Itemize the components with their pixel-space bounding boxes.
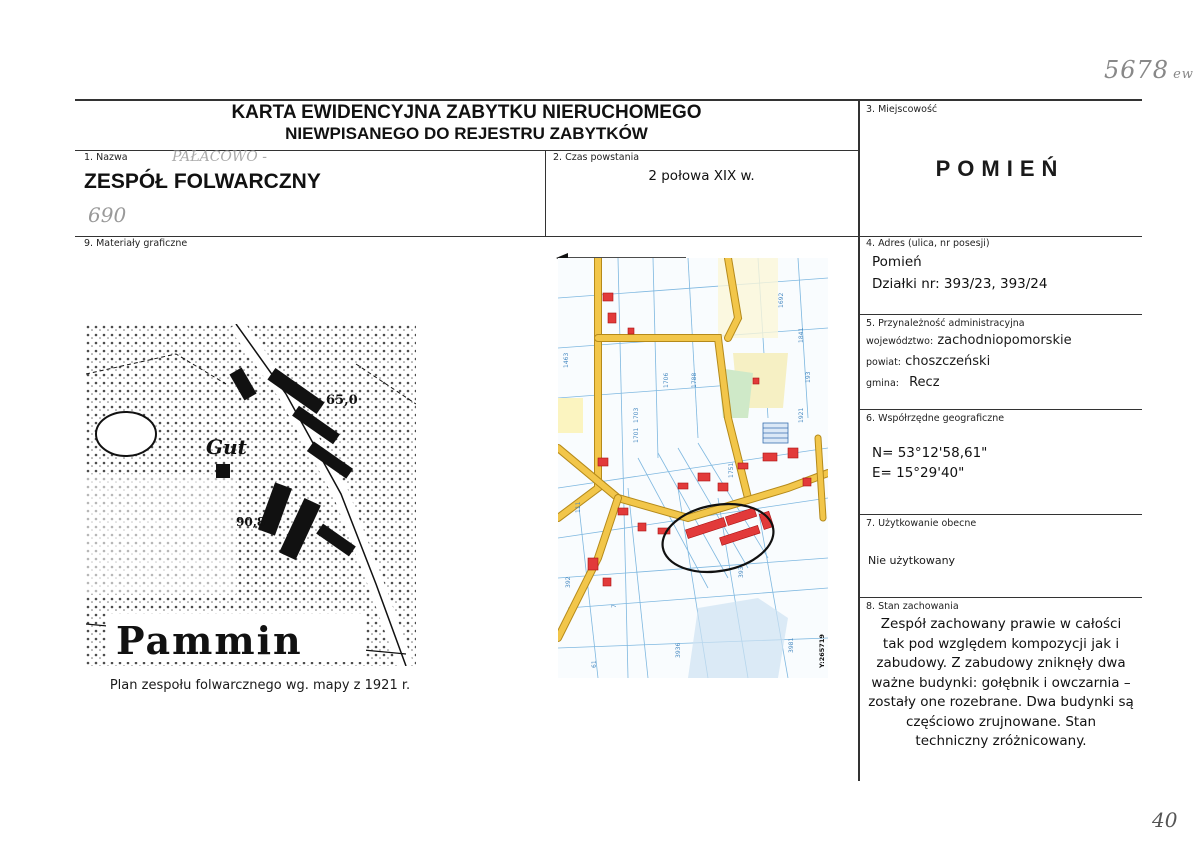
parcel-number: 1463 (563, 352, 570, 368)
pammin-label: Pammin (116, 618, 303, 663)
card-title-line1: KARTA EWIDENCYJNA ZABYTKU NIERUCHOMEGO (231, 102, 702, 123)
parcel-number: 1692 (778, 292, 785, 308)
powiat-row (866, 354, 990, 369)
elevation-label-2: 90,8 (236, 515, 266, 529)
right-line-7 (858, 597, 1142, 598)
powiat-value: choszczeński (905, 354, 991, 369)
przynaleznosc-label: 5. Przynależność administracyjna (866, 318, 1025, 329)
wspolrzedne-label: 6. Współrzędne geograficzne (866, 413, 1005, 424)
parcel-number: 1841 (798, 327, 805, 343)
stan-label: 8. Stan zachowania (866, 601, 959, 612)
elevation-label: 65,0 (326, 393, 358, 408)
wojewodztwo-value: zachodniopomorskie (937, 333, 1072, 348)
cadastral-map-drawing (558, 258, 828, 678)
gut-label: Gut (206, 435, 247, 459)
czas-label: 2. Czas powstania (553, 152, 640, 163)
historic-map-1921 (86, 324, 416, 666)
historic-map-caption: Plan zespołu folwarcznego wg. mapy z 1921 r. (109, 678, 411, 693)
handwritten-ref-number: 5678 ew (1104, 56, 1194, 84)
handwritten-page-number: 40 (1152, 808, 1178, 832)
miejscowosc-value: POMIEŃ (935, 156, 1065, 181)
adres-label: 4. Adres (ulica, nr posesji) (866, 238, 990, 249)
cadastral-map (558, 258, 828, 678)
top-border (75, 99, 1142, 101)
name-row-bottom-line (75, 236, 858, 237)
handwritten-name-prefix: PAŁACOWO - (172, 149, 267, 165)
gmina-row (866, 375, 940, 390)
parcel-number: 3936 (675, 642, 682, 658)
parcel-number: 1706 (663, 372, 670, 388)
parcel-number: 1701 (633, 427, 640, 443)
parcel-number: 392 (565, 576, 572, 588)
adres-line2: Działki nr: 393/23, 393/24 (872, 276, 1048, 292)
nazwa-label: 1. Nazwa (84, 152, 128, 163)
right-line-3 (858, 236, 1142, 237)
parcel-number: 1788 (691, 372, 698, 388)
parcel-number: 111 (575, 501, 582, 513)
nazwa-value: ZESPÓŁ FOLWARCZNY (84, 170, 321, 193)
powiat-key: powiat: (866, 357, 901, 368)
parcel-number: 7 (611, 604, 618, 608)
wojewodztwo-row (866, 333, 1072, 348)
adres-line1: Pomień (872, 254, 922, 270)
handwritten-card-number: 690 (88, 203, 127, 227)
wspolrzedne-e: E= 15°29'40" (872, 465, 965, 481)
stan-value: Zespół zachowany prawie w całości tak pod względem kompozycji jak i zabudowy. Z zabudowy zniknęły dwa ważne budynki: gołębnik i owczarnia – zostały one rozebrane. Dwa budynki są częściowo zrujnowane. Stan techniczny zróżnicowany. (868, 616, 1134, 749)
uzytkowanie-label: 7. Użytkowanie obecne (866, 518, 977, 529)
materialy-label: 9. Materiały graficzne (84, 238, 188, 249)
name-time-divider (545, 150, 546, 236)
right-line-4 (858, 314, 1142, 315)
parcel-number: 193 (805, 371, 812, 383)
historic-map-drawing (86, 324, 416, 666)
parcel-number: 1921 (798, 407, 805, 423)
wojewodztwo-key: województwo: (866, 336, 934, 347)
right-line-6 (858, 514, 1142, 515)
parcel-number: 1703 (633, 407, 640, 423)
gmina-key: gmina: (866, 378, 899, 389)
parcel-number: 61 (591, 660, 598, 668)
uzytkowanie-value: Nie użytkowany (868, 554, 956, 567)
gmina-value: Recz (909, 375, 940, 390)
parcel-number: 1751 (728, 462, 735, 478)
czas-value: 2 połowa XIX w. (648, 168, 755, 184)
wspolrzedne-n: N= 53°12'58,61" (872, 445, 988, 461)
parcel-number: 393 (738, 566, 745, 578)
miejscowosc-label: 3. Miejscowość (866, 104, 938, 115)
left-column-divider (858, 99, 860, 781)
parcel-number: 3981 (788, 637, 795, 653)
card-title-line2: NIEWPISANEGO DO REJESTRU ZABYTKÓW (285, 124, 648, 143)
map-sheet-code: Y:265719 (818, 634, 826, 668)
right-line-5 (858, 409, 1142, 410)
